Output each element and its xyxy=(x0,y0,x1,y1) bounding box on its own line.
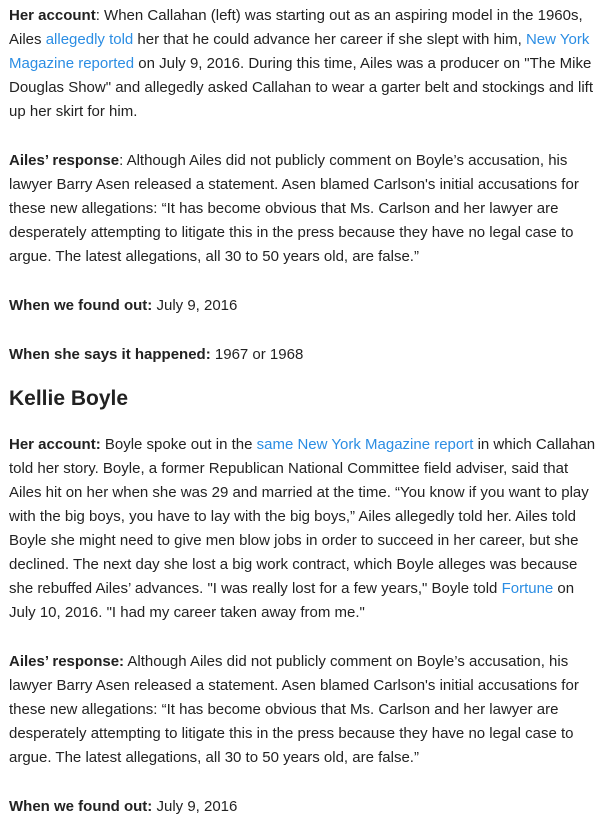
found-out-label: When we found out: xyxy=(9,798,153,815)
account-text: on July 10, 2016. "I had my career taken away from me." xyxy=(9,580,575,621)
account-text: in which Callahan told her story. Boyle, a former Republican National Committee field adviser, said that Ailes hit on her when she was 29 and married at the time. “You know if you want to play with the big boys, you have to lay with the big boys,” Ailes allegedly told her. Ailes told Boyle she might need to give men blow jobs in order to succeed in her career, but she declined. The next day she lost a big work contract, which Boyle alleges was because she rebuffed Ailes’ advances. "I was really lost for a few years," Boyle told xyxy=(9,436,596,597)
account-label: Her account xyxy=(9,7,96,24)
callahan-response-paragraph xyxy=(9,149,596,269)
boyle-account-paragraph xyxy=(9,433,596,625)
callahan-account-paragraph xyxy=(9,4,596,124)
found-out-value: July 9, 2016 xyxy=(152,297,238,314)
found-out-label: When we found out: xyxy=(9,297,153,314)
boyle-response-paragraph xyxy=(9,650,596,770)
account-label: Her account: xyxy=(9,436,101,453)
section-heading-kellie-boyle: Kellie Boyle xyxy=(9,387,129,410)
response-text: Although Ailes did not publicly comment on Boyle’s accusation, his lawyer Barry Asen released a statement. Asen blamed Carlson's initial accusations for these new allegations: “It has become obvious that Ms. Carlson and her lawyer are desperately attempting to litigate this in the press because they have no legal case to argue. The latest allegations, all 30 to 50 years old, are false.” xyxy=(9,653,579,766)
happened-value: 1967 or 1968 xyxy=(210,346,304,363)
callahan-happened xyxy=(9,343,596,367)
account-text: her that he could advance her career if she slept with him, xyxy=(133,31,526,48)
fortune-link[interactable]: Fortune xyxy=(501,580,554,597)
response-label: Ailes’ response: xyxy=(9,653,125,670)
response-text: : Although Ailes did not publicly comment on Boyle’s accusation, his lawyer Barry Asen released a statement. Asen blamed Carlson's initial accusations for these new allegations: “It has become obvious that Ms. Carlson and her lawyer are desperately attempting to litigate this in the press because they have no legal case to argue. The latest allegations, all 30 to 50 years old, are false.” xyxy=(9,152,579,265)
same-new-york-magazine-report-link[interactable]: same New York Magazine report xyxy=(256,436,474,453)
boyle-found-out xyxy=(9,795,596,819)
allegedly-told-link[interactable]: allegedly told xyxy=(45,31,134,48)
callahan-found-out xyxy=(9,294,596,318)
new-york-magazine-link[interactable]: New York Magazine reported xyxy=(9,31,590,72)
account-text: on July 9, 2016. During this time, Ailes was a producer on "The Mike Douglas Show" and allegedly asked Callahan to wear a garter belt and stockings and lift up her skirt for him. xyxy=(9,55,594,120)
happened-label: When she says it happened: xyxy=(9,346,211,363)
response-label: Ailes’ response xyxy=(9,152,120,169)
account-text: Boyle spoke out in the xyxy=(100,436,257,453)
found-out-value: July 9, 2016 xyxy=(152,798,238,815)
account-text: : When Callahan (left) was starting out as an aspiring model in the 1960s, Ailes xyxy=(9,7,583,48)
